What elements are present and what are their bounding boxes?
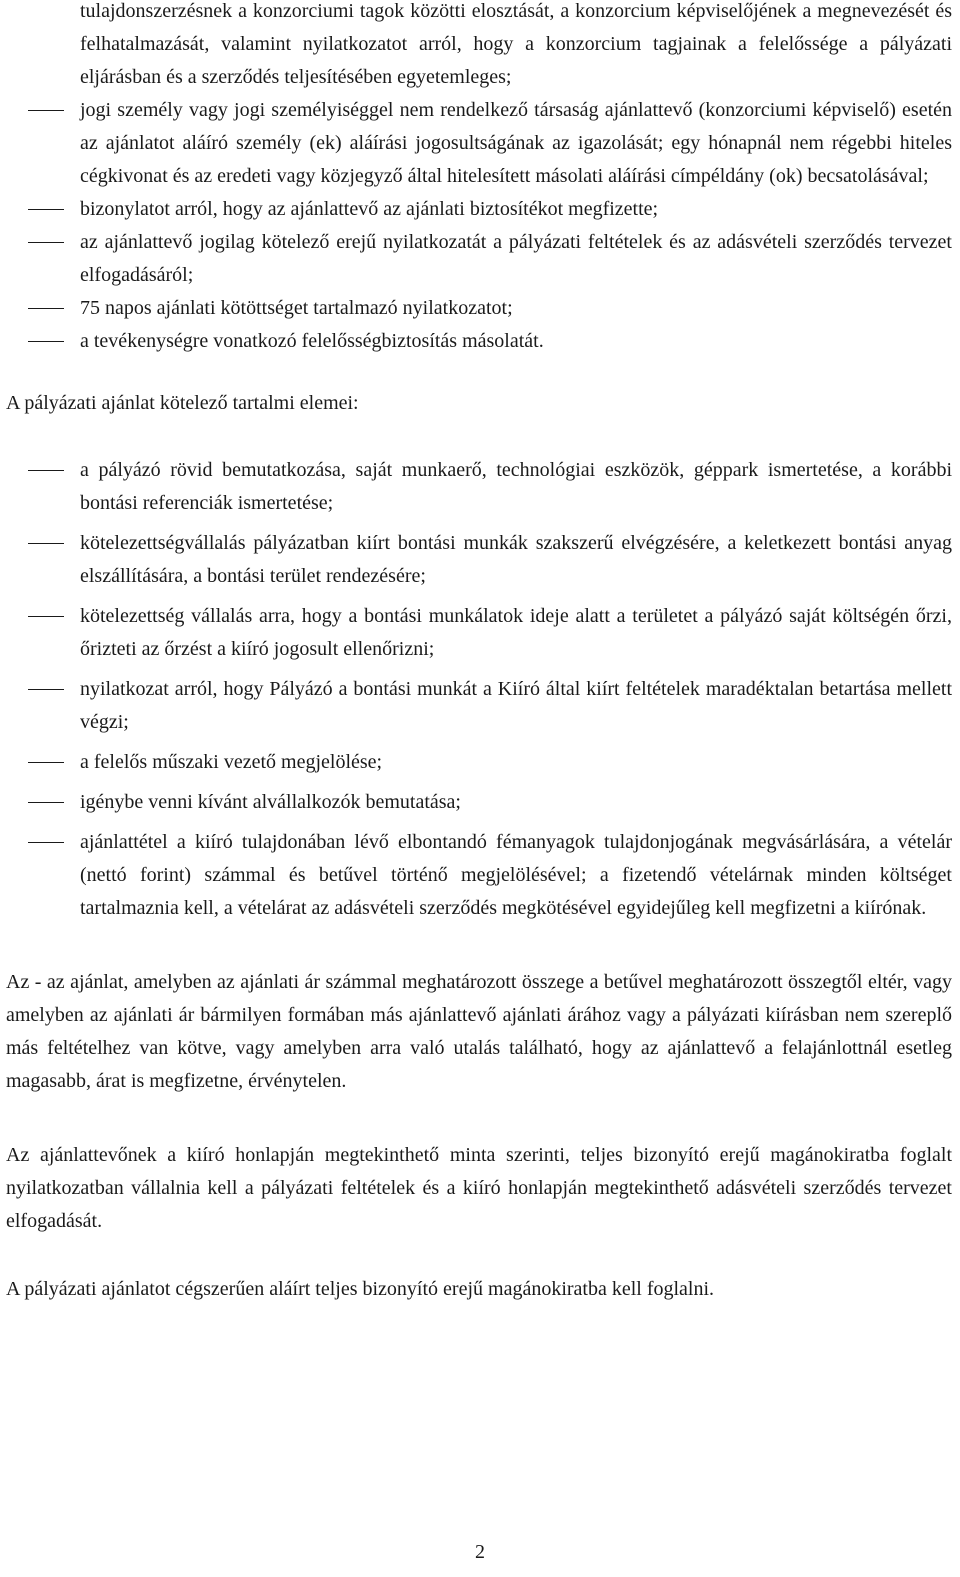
top-list xyxy=(6,94,952,358)
list-item-text: a tevékenységre vonatkozó felelősségbiztosítás másolatát. xyxy=(80,330,544,352)
dash-bullet xyxy=(28,209,64,210)
list-item-text: kötelezettségvállalás pályázatban kiírt bontási munkák szakszerű elvégzésére, a keletkezett bontási anyag elszállítására, a bontási terület rendezésére; xyxy=(80,532,952,587)
intro-continuation: tulajdonszerzésnek a konzorciumi tagok közötti elosztását, a konzorcium képviselőjének a megnevezését és felhatalmazását, valamint nyilatkozatot arról, hogy a konzorcium tagjainak a felelőssége a pályázati eljárásban és a szerződés teljesítésében egyetemleges; xyxy=(80,0,952,88)
list-item-text: kötelezettség vállalás arra, hogy a bontási munkálatok ideje alatt a területet a pályázó saját költségén őrzi, őrizteti az őrzést a kiíró jogosult ellenőrizni; xyxy=(80,605,952,660)
dash-bullet xyxy=(28,308,64,309)
list-item xyxy=(6,600,952,666)
list-item xyxy=(6,292,952,325)
dash-bullet xyxy=(28,341,64,342)
content-list xyxy=(6,454,952,925)
list-item xyxy=(6,193,952,226)
list-item xyxy=(6,527,952,593)
list-item xyxy=(6,94,952,193)
list-item xyxy=(6,786,952,819)
list-item-text: 75 napos ajánlati kötöttséget tartalmazó nyilatkozatot; xyxy=(80,297,513,319)
list-item-text: igénybe venni kívánt alvállalkozók bemutatása; xyxy=(80,791,461,813)
dash-bullet xyxy=(28,242,64,243)
document-page xyxy=(6,0,952,1306)
list-item xyxy=(6,226,952,292)
list-item-text: a pályázó rövid bemutatkozása, saját munkaerő, technológiai eszközök, géppark ismertetése, a korábbi bontási referenciák ismertetése; xyxy=(80,459,952,514)
dash-bullet xyxy=(28,110,64,111)
dash-bullet xyxy=(28,689,64,690)
dash-bullet xyxy=(28,762,64,763)
dash-bullet xyxy=(28,616,64,617)
list-item-text: jogi személy vagy jogi személyiséggel nem rendelkező társaság ajánlattevő (konzorciumi képviselő) esetén az ajánlatot aláíró személy (ek) aláírási jogosultságának az igazolását; egy hónapnál nem régebbi hiteles cégkivonat és az eredeti vagy közjegyző által hitelesített másolati aláírási címpéldány (ok) becsatolásával; xyxy=(80,99,952,187)
dash-bullet xyxy=(28,543,64,544)
list-item-text: az ajánlattevő jogilag kötelező erejű nyilatkozatát a pályázati feltételek és az adásvételi szerződés tervezet elfogadásáról; xyxy=(80,231,952,286)
paragraph-declaration: Az ajánlattevőnek a kiíró honlapján megtekinthető minta szerinti, teljes bizonyító erejű magánokiratba foglalt nyilatkozatban vállalnia kell a pályázati feltételek és a kiíró honlapján megtekinthető adásvételi szerződés tervezet elfogadását. xyxy=(6,1144,952,1232)
list-item xyxy=(6,673,952,739)
dash-bullet xyxy=(28,470,64,471)
list-item-text: a felelős műszaki vezető megjelölése; xyxy=(80,751,383,773)
page-number: 2 xyxy=(475,1541,485,1563)
section-heading: A pályázati ajánlat kötelező tartalmi elemei: xyxy=(6,392,359,414)
dash-bullet xyxy=(28,842,64,843)
dash-bullet xyxy=(28,802,64,803)
paragraph-invalid-offer: Az - az ajánlat, amelyben az ajánlati ár számmal meghatározott összege a betűvel meghatározott összegtől eltér, vagy amelyben az ajánlati ár bármilyen formában más ajánlattevő ajánlati árához vagy a pályázati kiírásban nem szereplő más feltételhez van kötve, vagy amelyben arra való utalás található, hogy az ajánlattevő a felajánlottnál esetleg magasabb, árat is megfizetne, érvénytelen. xyxy=(6,971,952,1092)
list-item xyxy=(6,746,952,779)
paragraph-signature: A pályázati ajánlatot cégszerűen aláírt teljes bizonyító erejű magánokiratba kell foglalni. xyxy=(6,1278,715,1300)
list-item-text: ajánlattétel a kiíró tulajdonában lévő elbontandó fémanyagok tulajdonjogának megvásárlására, a vételár (nettó forint) számmal és betűvel történő megjelölésével; a fizetendő vételárnak minden költséget tartalmaznia kell, a vételárat az adásvételi szerződés megkötésével egyidejűleg kell megfizetni a kiírónak. xyxy=(80,831,952,919)
list-item xyxy=(6,325,952,358)
list-item-text: bizonylatot arról, hogy az ajánlattevő az ajánlati biztosítékot megfizette; xyxy=(80,198,659,220)
list-item xyxy=(6,454,952,520)
list-item-text: nyilatkozat arról, hogy Pályázó a bontási munkát a Kiíró által kiírt feltételek maradéktalan betartása mellett végzi; xyxy=(80,678,952,733)
list-item xyxy=(6,826,952,925)
